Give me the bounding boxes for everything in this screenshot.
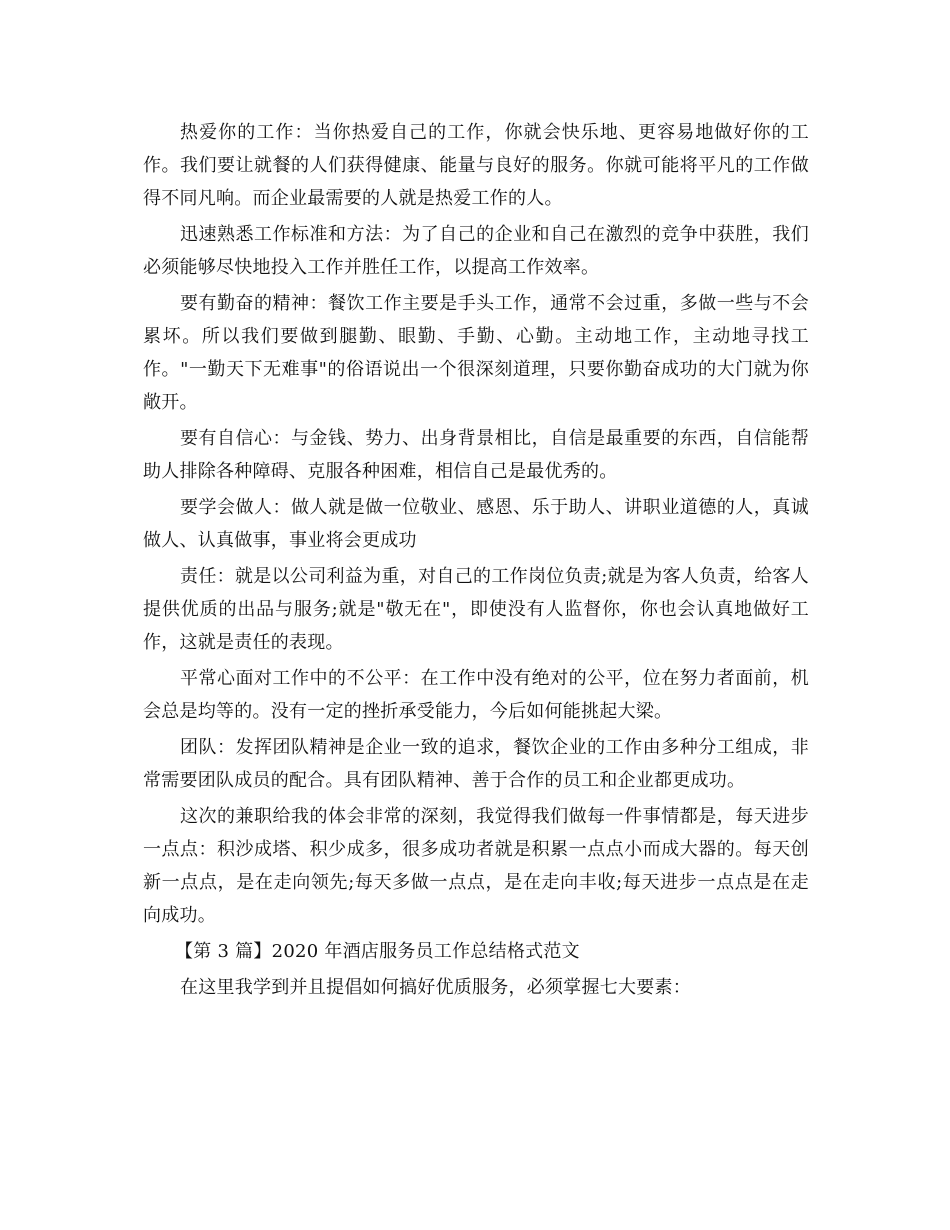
paragraph-team: 团队：发挥团队精神是企业一致的追求，餐饮企业的工作由多种分工组成，非常需要团队成员的配合。具有团队精神、善于合作的员工和企业都更成功。	[143, 737, 809, 791]
section-heading: 【第 3 篇】2020 年酒店服务员工作总结格式范文	[175, 941, 580, 962]
document-page	[143, 116, 809, 1007]
paragraph-experience: 这次的兼职给我的体会非常的深刻，我觉得我们做每一件事情都是，每天进步一点点：积沙成塔、积少成多，很多成功者就是积累一点点小而成大器的。每天创新一点点，是在走向领先;每天多做一点点，是在走向丰收;每天进步一点点是在走向成功。	[143, 806, 809, 926]
paragraph-responsibility: 责任：就是以公司利益为重，对自己的工作岗位负责;就是为客人负责，给客人提供优质的出品与服务;就是"敬无在"，即使没有人监督你，你也会认真地做好工作，这就是责任的表现。	[143, 566, 809, 653]
paragraph-love-work: 热爱你的工作：当你热爱自己的工作，你就会快乐地、更容易地做好你的工作。我们要让就餐的人们获得健康、能量与良好的服务。你就可能将平凡的工作做得不同凡响。而企业最需要的人就是热爱工作的人。	[143, 122, 809, 209]
paragraph-diligence: 要有勤奋的精神：餐饮工作主要是手头工作，通常不会过重，多做一些与不会累坏。所以我们要做到腿勤、眼勤、手勤、心勤。主动地工作，主动地寻找工作。"一勤天下无难事"的俗语说出一个很深刻道理，只要你勤奋成功的大门就为你敞开。	[143, 293, 809, 413]
paragraph-seven-elements: 在这里我学到并且提倡如何搞好优质服务，必须掌握七大要素：	[180, 977, 691, 998]
paragraph-standards: 迅速熟悉工作标准和方法：为了自己的企业和自己在激烈的竞争中获胜，我们必须能够尽快地投入工作并胜任工作，以提高工作效率。	[143, 224, 809, 278]
paragraph-confidence: 要有自信心：与金钱、势力、出身背景相比，自信是最重要的东西，自信能帮助人排除各种障碍、克服各种困难，相信自己是最优秀的。	[143, 428, 809, 482]
paragraph-fairness: 平常心面对工作中的不公平：在工作中没有绝对的公平，位在努力者面前，机会总是均等的。没有一定的挫折承受能力，今后如何能挑起大梁。	[143, 668, 809, 722]
paragraph-be-a-person: 要学会做人：做人就是做一位敬业、感恩、乐于助人、讲职业道德的人，真诚做人、认真做事，事业将会更成功	[143, 497, 809, 551]
